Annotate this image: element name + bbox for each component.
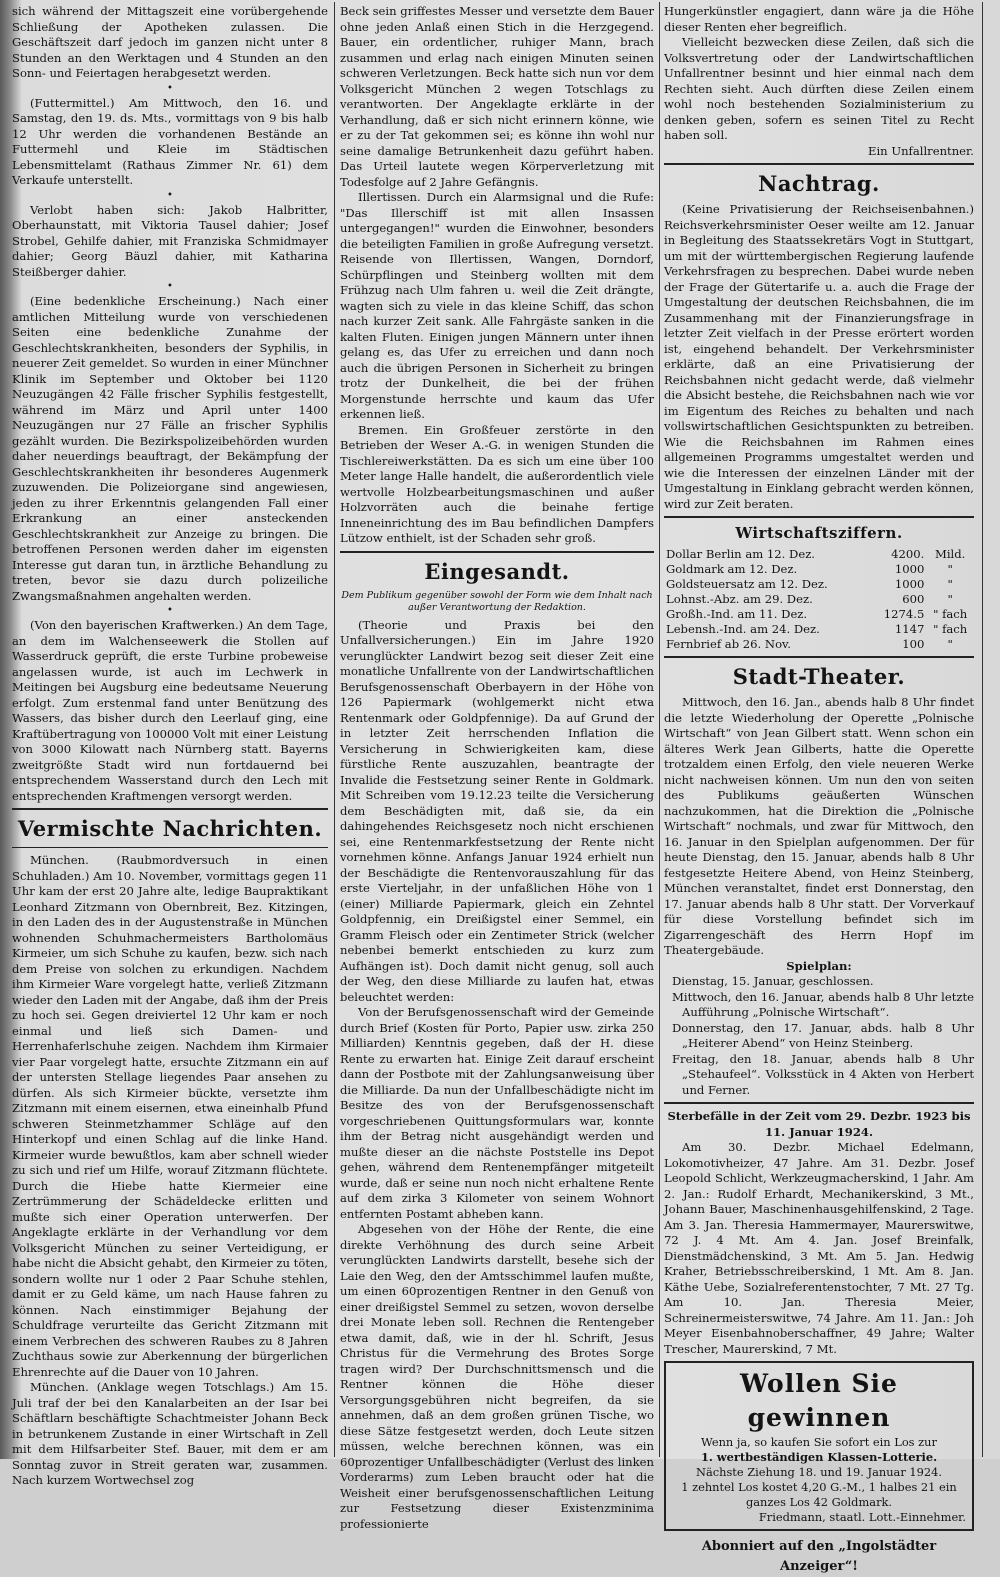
- table-cell-label: Lebensh.-Ind. am 24. Dez.: [666, 622, 820, 636]
- article-text: Bremen. Ein Großfeuer zerstörte in den Betrieben der Weser A.-G. in wenigen Stunden die Tischlereiwerkstätten. Da es sich um eine über 100 Meter lange Halle handelt, die außerordentlich viele wertvolle Holzbearbeitungsmaschinen und außer Holzvorräten auch die beinahe fertige Inneneinrichtung des im Bau befindlichen Dampfers Lützow enthielt, ist der Schaden sehr groß.: [340, 422, 654, 545]
- table-cell-unit: ": [947, 637, 953, 651]
- table-cell-value: 1000: [894, 577, 925, 591]
- article-text: München. (Anklage wegen Totschlags.) Am 15. Juli traf der bei den Kanalarbeiten an der Isar bei Schäftlarn beschäftigte Schachtmeister Johann Beck in betrunkenem Zustande in einer Wirtschaft in Zell mit dem Hilfsarbeiter Stef. Bauer, mit dem er am Sonntag zuvor in Streit geraten war, zusammen. Nach kurzem Wortwechsel zog: [12, 1380, 328, 1487]
- article-text: Illertissen. Durch ein Alarmsignal und die Rufe: "Das Illerschiff ist mit allen Insassen untergegangen!" wurden die Einwohner, besonders die beteiligten Familien in große Aufregung versetzt. Reisende von Illertissen, Wangen, Dorndorf, Schürpflingen und Steinberg wollten mit dem Frühzug nach Ulm fahren u. weil die Zeit drängte, wagten sich zu viele in das kleine Schiff, das schon nach kurzer Zeit sank. Alle Fahrgäste sanken in die kalten Fluten. Einigen jungen Männern unter ihnen gelang es, das Ufer zu erreichen und dann noch auch die übrigen Personen in Sicherheit zu bringen trotz der Dunkelheit, die bei der frühen Morgenstunde herrschte und kaum das Ufer erkennen ließ.: [340, 190, 654, 421]
- article-text: Verlobt haben sich: Jakob Halbritter, Oberhaunstatt, mit Viktoria Tausel dahier; Josef Strobel, Gehilfe dahier, mit Franziska Schmidmayer dahier; Georg Bäuzl dahier, mit Katharina Steißberger dahier.: [12, 202, 328, 279]
- section-heading-stadt-theater: Stadt-Theater.: [732, 664, 906, 689]
- table-cell-unit: Mild.: [934, 547, 966, 561]
- table-cell-label: Fernbrief ab 26. Nov.: [666, 637, 791, 651]
- schedule-item: Freitag, den 18. Januar, abends halb 8 Uhr „Stehaufeel“. Volksstück in 4 Akten von Herbert und Ferner.: [672, 1051, 974, 1097]
- table-row: [664, 577, 974, 592]
- table-row: [664, 562, 974, 577]
- editorial-disclaimer: Dem Publikum gegenüber sowohl der Form wie dem Inhalt nach außer Verantwortung der Redaktion.: [341, 589, 653, 613]
- table-cell-label: Goldsteuersatz am 12. Dez.: [666, 577, 828, 591]
- table-cell-unit: ": [947, 562, 953, 576]
- article-text: (Eine bedenkliche Erscheinung.) Nach einer amtlichen Mitteilung wurde von verschiedenen Seiten eine bedenkliche Zunahme der Geschlechtskrankheiten, besonders der Syphilis, in neuerer Zeit gemeldet. So wurden in einer Münchner Klinik im September und Oktober bei 1120 Neuzugängen 42 Fälle frischer Syphilis festgestellt, während im März und April unter 1400 Neuzugängen nur 27 Fälle an frischer Syphilis gezählt wurden. Die Bezirkspolizeibehörden wurden daher neuerdings beauftragt, der Bekämpfung der Geschlechtskrankheiten ihr besonderes Augenmerk zuzuwenden. Die Polizeiorgane sind angewiesen, jeden zu ihrer Erkenntnis gelangenden Fall einer Erkrankung an einer ansteckenden Geschlechtskrankheit zur Anzeige zu bringen. Die betroffenen Personen werden daher im eigensten Interesse gut daran tun, in ärztliche Behandlung zu treten, bevor sie dazu durch polizeiliche Zwangsmaßnahmen angehalten werden.: [12, 294, 329, 603]
- table-cell-label: Großh.-Ind. am 11. Dez.: [666, 607, 808, 621]
- schedule-item: Dienstag, 15. Januar, geschlossen.: [672, 974, 874, 988]
- article-text: Beck sein griffestes Messer und versetzte dem Bauer ohne jeden Anlaß einen Stich in die Herzgegend. Bauer, ein ordentlicher, ruhiger Mann, brach zusammen und erlag nach einigen Minuten seinen schweren Verletzungen. Beck hatte sich nun vor dem Volksgericht München 2 wegen Totschlags zu verantworten. Der Angeklagte erklärte in der Verhandlung, daß er sich nicht erinnern könne, wie er zu der Tat gekommen sei; es könne ihn wohl nur seine damalige Betrunkenheit dazu geführt haben. Das Urteil lautete wegen Körperverletzung mit Todesfolge auf 2 Jahre Gefängnis.: [340, 4, 654, 189]
- ad-line: 1. wertbeständigen Klassen-Lotterie.: [700, 1450, 938, 1464]
- divider: [664, 1102, 974, 1104]
- ad-line: 1 zehntel Los kostet 4,20 G.-M., 1 halbes 21 ein ganzes Los 42 Goldmark.: [681, 1480, 957, 1509]
- article-text: (Theorie und Praxis bei den Unfallversicherungen.) Ein im Jahre 1920 verunglückter Landwirt bezog seit dieser Zeit eine monatliche Unfallrente von der Landwirtschaftlichen Berufsgenossenschaft Oberbayern in der Höhe von 126 Papiermark (wohlgemerkt nicht etwa Rentenmark oder Goldpfennige). Da auf Grund der in letzter Zeit herrschenden Inflation die Versicherung in Schwierigkeiten kam, diese fürstliche Rente auszuzahlen, beantragte der Invalide die Festsetzung seiner Rente in Goldmark. Mit Schreiben vom 19.12.23 teilte die Versicherung dem Beschädigten mit, daß sie, da ein dahingehendes Reichsgesetz noch nicht erschienen sei, eine Rentenmarkfestsetzung der Rente nicht vornehmen könne. Anfangs Januar 1924 erhielt nun der Beschädigte die Rentenvorauszahlung für das erste Vierteljahr, in der unfaßlichen Höhe von 1 (einer) Milliarde Papiermark, gleich ein Zehntel Goldpfennig, ein Dreißigstel einer Semmel, ein Gramm Fleisch oder ein Zentimeter Strick (welcher nebenbei bemerkt entschieden zu kurz zum Aufhängen ist). Doch damit nicht genug, soll auch der Weg, den diese Milliarde zu laufen hat, etwas beleuchtet werden:: [340, 617, 654, 1004]
- article-text: Vielleicht bezwecken diese Zeilen, daß sich die Volksvertretung oder der Landwirtschaftlichen Unfallrentner besinnt und hier einmal nach dem Rechten sieht. Auch dürften diese Zeilen einem wohl noch bestehenden Sozialministerium zu denken geben, sofern es seinen Titel zu Recht haben soll.: [664, 35, 974, 142]
- column-rule: [982, 2, 983, 1457]
- table-cell-label: Lohnst.-Abz. am 29. Dez.: [666, 592, 813, 606]
- table-row: [664, 607, 974, 622]
- article-text: (Von den bayerischen Kraftwerken.) An dem Tage, an dem im Walchenseewerk die Stollen auf Wasserdruck geprüft, die erste Turbine probeweise angelassen wurde, ist auch im Lechwerk in Meitingen bei Augsburg eine bedeutsame Neuerung erfolgt. Zum erstenmal fand unter Benützung des Wassers, das bisher durch den Leerlauf ging, eine Kraftübertragung von 100000 Volt mit einer Leistung von 3000 Kilowatt nach Nürnberg statt. Bayerns zweitgrößte Stadt wird nun fortdauernd bei entsprechendem Wasserstand durch den Lech mit entsprechenden Kraftmengen versorgt werden.: [12, 618, 328, 803]
- column-3: [664, 4, 974, 1574]
- table-row: [664, 592, 974, 607]
- spielplan-heading: Spielplan:: [786, 958, 852, 973]
- table-cell-value: 1147: [894, 622, 925, 636]
- ad-line: Wenn ja, so kaufen Sie sofort ein Los zur: [701, 1435, 937, 1449]
- divider: [12, 847, 328, 848]
- table-row: [664, 622, 974, 637]
- article-text: (Futtermittel.) Am Mittwoch, den 16. und Samstag, den 19. ds. Mts., vormittags von 9 bis halb 12 Uhr werden die vorhandenen Bestände an Futtermehl und Kleie im Städtischen Lebensmittelamt (Rathaus Zimmer Nr. 61) dem Verkaufe unterstellt.: [12, 95, 328, 187]
- divider: [340, 551, 654, 553]
- table-cell-unit: " fach: [933, 622, 968, 636]
- column-rule: [334, 2, 335, 1457]
- table-cell-unit: ": [947, 592, 953, 606]
- table-cell-value: 600: [902, 592, 925, 606]
- separator: •: [167, 605, 173, 616]
- subscription-slogan: Abonniert auf den „Ingolstädter Anzeiger“!: [701, 1539, 937, 1574]
- table-cell-label: Goldmark am 12. Dez.: [666, 562, 798, 576]
- table-cell-value: 100: [902, 637, 925, 651]
- separator: •: [167, 281, 173, 292]
- column-rule: [659, 2, 660, 1457]
- section-heading-vermischte: Vermischte Nachrichten.: [17, 816, 323, 841]
- article-text: (Keine Privatisierung der Reichseisenbahnen.) Reichsverkehrsminister Oeser weilte am 12. Januar in Begleitung des Staatssekretärs Vogt in Stuttgart, um mit der württembergischen Regierung laufende Verkehrsfragen zu besprechen. Dabei wurde neben der Frage der Gütertarife u. a. auch die Frage der Umgestaltung der deutschen Reichsbahnen, die im Zusammenhang mit der Finanzierungsfrage in letzter Zeit vielfach in der Presse erörtert worden ist, eingehend behandelt. Der Verkehrsminister erklärte, daß an eine Privatisierung der Reichsbahnen nicht gedacht werde, daß vielmehr die Absicht bestehe, die Reichsbahnen nach wie vor im Eigentum des Reiches zu behalten und nach vollswirtschaftlichen Gesichtspunkten zu betreiben. Wie die Reichsbahnen im Rahmen eines allgemeinen Programms umgestaltet werden und wie die Interessen der einzelnen Länder mit der Umgestaltung in Einklang gebracht werden können, wird zur Zeit beraten.: [664, 202, 974, 511]
- separator: •: [167, 189, 173, 201]
- schedule-item: Donnerstag, den 17. Januar, abds. halb 8 Uhr „Heiterer Abend“ von Heinz Steinberg.: [672, 1020, 974, 1050]
- table-cell-value: 4200.: [891, 547, 925, 561]
- deaths-heading: Sterbefälle in der Zeit vom 29. Dezbr. 1923 bis 11. Januar 1924.: [667, 1109, 971, 1139]
- ad-line: Friedmann, staatl. Lott.-Einnehmer.: [758, 1510, 966, 1524]
- column-1: [12, 4, 329, 1487]
- table-cell-unit: ": [947, 577, 953, 591]
- table-row: [664, 637, 974, 652]
- signature: Ein Unfallrentner.: [868, 143, 974, 158]
- article-text: Abgesehen von der Höhe der Rente, die eine direkte Verhöhnung des durch seine Arbeit verunglückten Landwirts darstellt, besehe sich der Laie den Weg, den der Amtsschimmel laufen mußte, um einen 60prozentigen Rentner in den Genuß von einer dreißigstel Semmel zu setzen, wovon derselbe drei Monate leben soll. Rechnen die Rentengeber etwa damit, daß, wie in der hl. Schrift, Jesus Christus für die Vermehrung des Brotes Sorge tragen wird? Der Durchschnittsmensch und die Rentner können die Höhe dieser Versorgungsgebühren nicht begreifen, da sie annehmen, daß an dem großen grünen Tische, wo diese Sätze festgesetzt werden, doch Leute sitzen müssen, welche berechnen können, was ein 60prozentiger Unfallbeschädigter (Verlust des linken Vorderarms) zum Leben braucht oder hat die Weisheit einer berufsgenossenschaftlichen Leitung zur Festsetzung dieser Existenzminima professionierte: [340, 1222, 654, 1531]
- table-cell-value: 1274.5: [883, 607, 925, 621]
- section-heading-nachtrag: Nachtrag.: [758, 171, 880, 196]
- divider: [12, 808, 328, 810]
- table-cell-label: Dollar Berlin am 12. Dez.: [666, 547, 815, 561]
- section-heading-eingesandt: Eingesandt.: [424, 558, 570, 584]
- divider: [664, 163, 974, 165]
- article-text: Von der Berufsgenossenschaft wird der Gemeinde durch Brief (Kosten für Porto, Papier usw. zirka 250 Milliarden) Kenntnis gegeben, daß der H. diese Rente zu erwarten hat. Einige Zeit darauf erscheint dann der Postbote mit der Zahlungsanweisung über die Milliarde. Da nun der Unfallbeschädigte nicht im Besitze des von der Berufsgenossenschaft vorgeschriebenen Quittungsformulars war, konnte ihm der Betrag nicht ausgehändigt werden und mußte dieser an die nächste Poststelle ins Depot gehen, während dem Rentenempfänger mitgeteilt wurde, daß er seine nun noch nicht erhaltene Rente auf dem zirka 3 Kilometer von seinem Wohnort entfernten Postamt abheben kann.: [340, 1005, 654, 1221]
- separator: •: [167, 82, 173, 94]
- article-text: Hungerkünstler engagiert, dann wäre ja die Höhe dieser Renten eher begreiflich.: [664, 4, 974, 34]
- article-text: Mittwoch, den 16. Jan., abends halb 8 Uhr findet die letzte Wiederholung der Operette „Polnische Wirtschaft“ von Jean Gilbert statt. Wenn schon ein älteres Werk Jean Gilberts, hatte die Operette trotzaldem einen Erfolg, den viele neueren Werke nicht nachweisen können. Um nun den von seiten des Publikums geäußerten Wünschen nachzukommen, hat die Direktion die „Polnische Wirtschaft“ nochmals, und zwar für Mittwoch, den 16. Januar in den Spielplan aufgenommen. Der für heute Dienstag, den 15. Januar, abends halb 8 Uhr festgesetzte Heitere Abend, von Heinz Steinberg, München veranstaltet, findet erst Donnerstag, den 17. Januar abends halb 8 Uhr statt. Der Vorverkauf für diese Vorstellung befindet sich im Zigarrengeschäft des Herrn Hopf im Theatergebäude.: [664, 695, 974, 957]
- divider: [664, 516, 974, 518]
- article-text: sich während der Mittagszeit eine vorübergehende Schließung der Apotheken zulassen. Die Geschäftszeit darf jedoch im ganzen nicht unter 8 Stunden an den Werktagen und 4 Stunden an den Sonn- und Feiertagen herabgesetzt werden.: [12, 4, 328, 80]
- deaths-list: Am 30. Dezbr. Michael Edelmann, Lokomotivheizer, 47 Jahre. Am 31. Dezbr. Josef Leopold Schlicht, Werkzeugmacherskind, 1 Jahr. Am 2. Jan.: Rudolf Erhardt, Mechanikerskind, 3 Mt., Johann Bauer, Maschinenhausgehilfenskind, 2 Tage. Am 3. Jan. Theresia Hammermayer, Maurerswitwe, 72 J. 4 Mt. Am 4. Jan. Josef Breinfalk, Dienstmädchenskind, 3 Mt. Am 5. Jan. Hedwig Kraher, Betriebsschreiberskind, 1 Mt. Am 8. Jan. Käthe Uebe, Sozialreferentenstochter, 7 Mt. 27 Tg. Am 10. Jan. Theresia Meier, Schreinermeisterswitwe, 74 Jahre. Am 11. Jan.: Joh Meyer Eisenbahnoberschaffner, 49 Jahre; Walter Trescher, Maurerskind, 7 Mt.: [664, 1140, 974, 1356]
- divider: [664, 656, 974, 658]
- schedule-item: Mittwoch, den 16. Januar, abends halb 8 Uhr letzte Aufführung „Polnische Wirtschaft“.: [672, 989, 974, 1019]
- economic-figures-table: [664, 547, 974, 652]
- table-cell-value: 1000: [894, 562, 925, 576]
- lottery-advertisement: [664, 1361, 974, 1531]
- table-cell-unit: " fach: [933, 607, 968, 621]
- article-text: München. (Raubmordversuch in einen Schuhladen.) Am 10. November, vormittags gegen 11 Uhr kam der erst 20 Jahre alte, ledige Baupraktikant Leonhard Zitzmann von Obernbreit, Bez. Kitzingen, in den Laden des in der Augustenstraße in München wohnenden Schuhmachermeisters Bartholomäus Kirmeier, um sich Schuhe zu kaufen, bezw. sich nach dem Preise von solchen zu erkundigen. Nachdem ihm Kirmeier Ware vorgelegt hatte, verließ Zitzmann wieder den Laden mit der Angabe, daß ihm der Preis zu hoch sei. Gegen dreiviertel 12 Uhr kam er noch einmal und ließ sich Damen- und Herrenhaferlschuhe zeigen. Nachdem ihm Kirmaier vier Paar vorgelegt hatte, ersuchte Zitzmann ein auf der untersten Stellage liegendes Paar ansehen zu dürfen. Als sich Kirmeier bückte, versetzte ihm Zitzmann mit einem eisernen, etwa eineinhalb Pfund schweren Steinmetzhammer Schläge auf den Hinterkopf und einen Schlag auf die linke Hand. Kirmeier wurde bewußtlos, kam aber schnell wieder zu sich und rief um Hilfe, worauf Zitzmann flüchtete. Durch die Hiebe hatte Kiermeier eine Zertrümmerung der Schädeldecke erlitten und mußte sich einer Operation unterwerfen. Der Angeklagte erklärte in der Verhandlung vor dem Volksgericht München zu seiner Verteidigung, er habe nicht die Absicht gehabt, den Kirmeier zu töten, sondern wollte nur 1 oder 2 Paar Schuhe stehlen, damit er zu Geld käme, um nach Hause fahren zu können. Nach einstimmiger Bejahung der Schuldfrage verurteilte das Gericht Zitzmann mit einem Verbrechen des schweren Raubes zu 8 Jahren Zuchthaus sowie zur Aberkennung der bürgerlichen Ehrenrechte auf die Dauer von 10 Jahren.: [12, 853, 328, 1379]
- column-2: [340, 4, 654, 1531]
- table-row: [664, 547, 974, 562]
- section-heading-wirtschaftsziffern: Wirtschaftsziffern.: [735, 524, 903, 542]
- ad-line: Nächste Ziehung 18. und 19. Januar 1924.: [695, 1465, 943, 1479]
- ad-title: Wollen Sie gewinnen: [740, 1369, 898, 1432]
